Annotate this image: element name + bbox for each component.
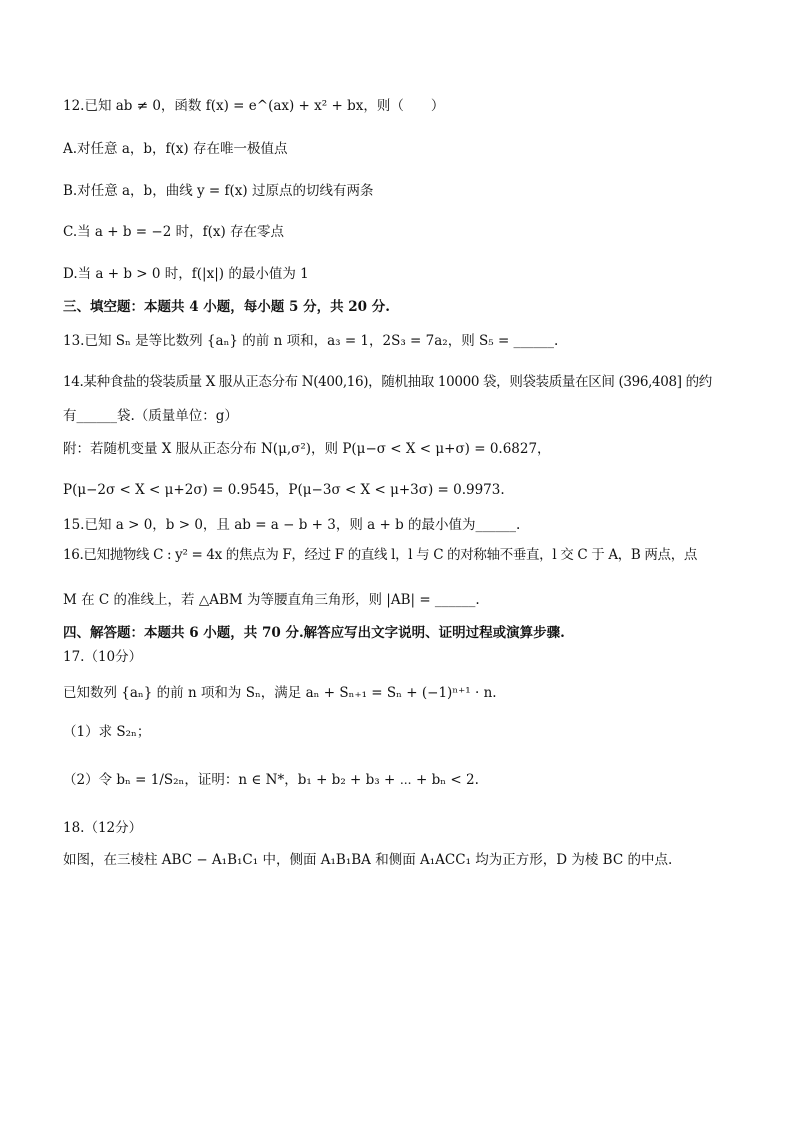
question-13: 13.已知 Sₙ 是等比数列 {aₙ} 的前 n 项和，a₃ = 1，2S₃ = 7a₂，则 S₅ = ______. — [63, 333, 559, 349]
question-18-header: 18.（12分） — [63, 820, 143, 836]
question-12-stem: 12.已知 ab ≠ 0，函数 f(x) = e^(ax) + x² + bx，则（ ） — [63, 98, 445, 114]
question-16-line-2: M 在 C 的准线上，若 △ABM 为等腰直角三角形，则 |AB| = ______. — [63, 592, 480, 608]
question-12-option-a: A.对任意 a，b，f(x) 存在唯一极值点 — [63, 141, 288, 157]
question-18-stem: 如图，在三棱柱 ABC − A₁B₁C₁ 中，侧面 A₁B₁BA 和侧面 A₁ACC₁ 均为正方形，D 为棱 BC 的中点. — [63, 852, 673, 868]
question-16-line-1: 16.已知抛物线 C : y² = 4x 的焦点为 F，经过 F 的直线 l，l 与 C 的对称轴不垂直，l 交 C 于 A，B 两点，点 — [63, 547, 698, 563]
question-14-note-2: P(μ−2σ < X < μ+2σ) = 0.9545，P(μ−3σ < X < μ+3σ) = 0.9973. — [63, 482, 505, 498]
question-14-note-1: 附：若随机变量 X 服从正态分布 N(μ,σ²)，则 P(μ−σ < X < μ+σ) = 0.6827， — [63, 441, 551, 457]
question-17-header: 17.（10分） — [63, 649, 143, 665]
question-12-option-d: D.当 a + b > 0 时，f(|x|) 的最小值为 1 — [63, 266, 309, 282]
question-15: 15.已知 a > 0，b > 0，且 ab = a − b + 3，则 a + b 的最小值为______. — [63, 517, 521, 533]
question-14-line-1: 14.某种食盐的袋装质量 X 服从正态分布 N(400,16)，随机抽取 10000 袋，则袋装质量在区间 (396,408] 的约 — [63, 374, 712, 390]
question-12-option-c: C.当 a + b = −2 时，f(x) 存在零点 — [63, 224, 285, 240]
section-3-heading: 三、填空题：本题共 4 小题，每小题 5 分，共 20 分. — [63, 299, 390, 315]
question-14-line-2: 有______袋.（质量单位：g） — [63, 408, 238, 424]
section-4-heading: 四、解答题：本题共 6 小题，共 70 分.解答应写出文字说明、证明过程或演算步骤. — [63, 625, 565, 641]
question-17-stem: 已知数列 {aₙ} 的前 n 项和为 Sₙ，满足 aₙ + Sₙ₊₁ = Sₙ + (−1)ⁿ⁺¹ · n. — [63, 685, 497, 701]
question-17-part-1: （1）求 S₂ₙ； — [63, 724, 151, 740]
question-12-option-b: B.对任意 a，b，曲线 y = f(x) 过原点的切线有两条 — [63, 183, 374, 199]
question-17-part-2: （2）令 bₙ = 1/S₂ₙ，证明：n ∈ N*，b₁ + b₂ + b₃ + ⋯ + bₙ < 2. — [63, 772, 479, 788]
